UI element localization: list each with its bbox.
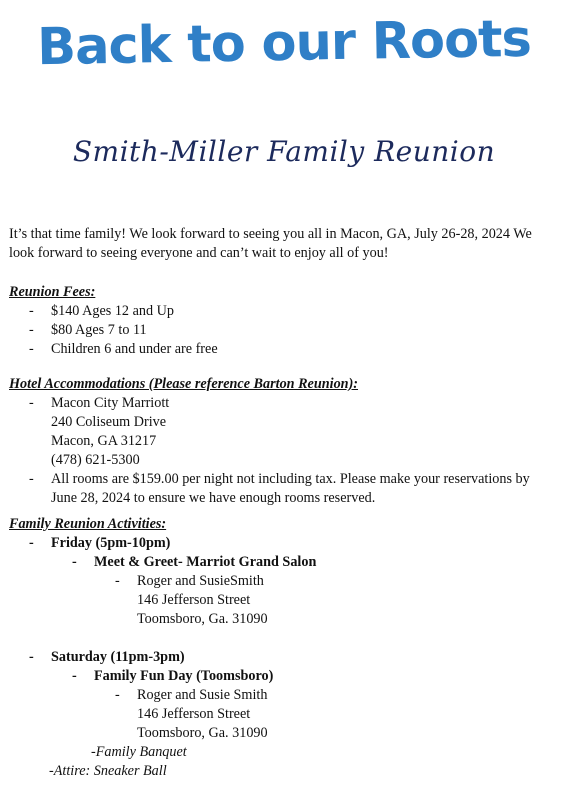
saturday-banquet: -Family Banquet xyxy=(91,744,187,760)
friday-day: - Friday (5pm-10pm) xyxy=(29,535,171,551)
flyer-title: Back to our Roots xyxy=(36,9,532,78)
fees-section xyxy=(9,283,554,359)
hotel-street: 240 Coliseum Drive xyxy=(51,414,167,430)
friday-address: - Roger and SusieSmith 146 Jefferson Street Toomsboro, Ga. 31090 xyxy=(9,572,554,629)
saturday-event: - Family Fun Day (Toomsboro) xyxy=(72,668,274,684)
saturday-address: - Roger and Susie Smith 146 Jefferson Street Toomsboro, Ga. 31090 xyxy=(9,686,554,743)
hotel-section xyxy=(9,375,554,508)
intro-paragraph: It’s that time family! We look forward to seeing you all in Macon, GA, July 26-28, 2024 We look forward to seeing everyone and can’t wait to enjoy all of you! xyxy=(9,226,532,261)
list-item: - Children 6 and under are free xyxy=(29,341,218,357)
flyer-subtitle: Smith-Miller Family Reunion xyxy=(72,135,496,168)
hotel-name: Macon City Marriott xyxy=(51,395,170,411)
hotel-phone: (478) 621-5300 xyxy=(51,452,140,468)
fees-list xyxy=(9,302,554,359)
hotel-address: - Macon City Marriott 240 Coliseum Drive Macon, GA 31217 (478) 621-5300 xyxy=(9,394,554,470)
friday-event: - Meet & Greet- Marriot Grand Salon xyxy=(72,554,317,570)
friday-street: 146 Jefferson Street xyxy=(137,592,251,608)
hotel-list xyxy=(9,394,554,508)
hotel-note: - All rooms are $159.00 per night not including tax. Please make your reservations by June 28, 2024 to ensure we have enough rooms reserved. xyxy=(29,471,530,506)
saturday-day: - Saturday (11pm-3pm) xyxy=(29,649,185,665)
fees-heading: Reunion Fees: xyxy=(9,284,96,300)
activities-section xyxy=(9,515,554,781)
hotel-heading: Hotel Accommodations (Please reference Barton Reunion): xyxy=(9,376,359,392)
activities-heading: Family Reunion Activities: xyxy=(9,516,167,532)
hotel-city: Macon, GA 31217 xyxy=(51,433,157,449)
list-item: - $80 Ages 7 to 11 xyxy=(29,322,147,338)
saturday-host: Roger and Susie Smith xyxy=(137,687,268,703)
saturday-city: Toomsboro, Ga. 31090 xyxy=(137,725,268,741)
saturday-street: 146 Jefferson Street xyxy=(137,706,251,722)
list-item: - $140 Ages 12 and Up xyxy=(29,303,174,319)
friday-host: Roger and SusieSmith xyxy=(137,573,264,589)
friday-city: Toomsboro, Ga. 31090 xyxy=(137,611,268,627)
saturday-attire: -Attire: Sneaker Ball xyxy=(49,763,167,779)
